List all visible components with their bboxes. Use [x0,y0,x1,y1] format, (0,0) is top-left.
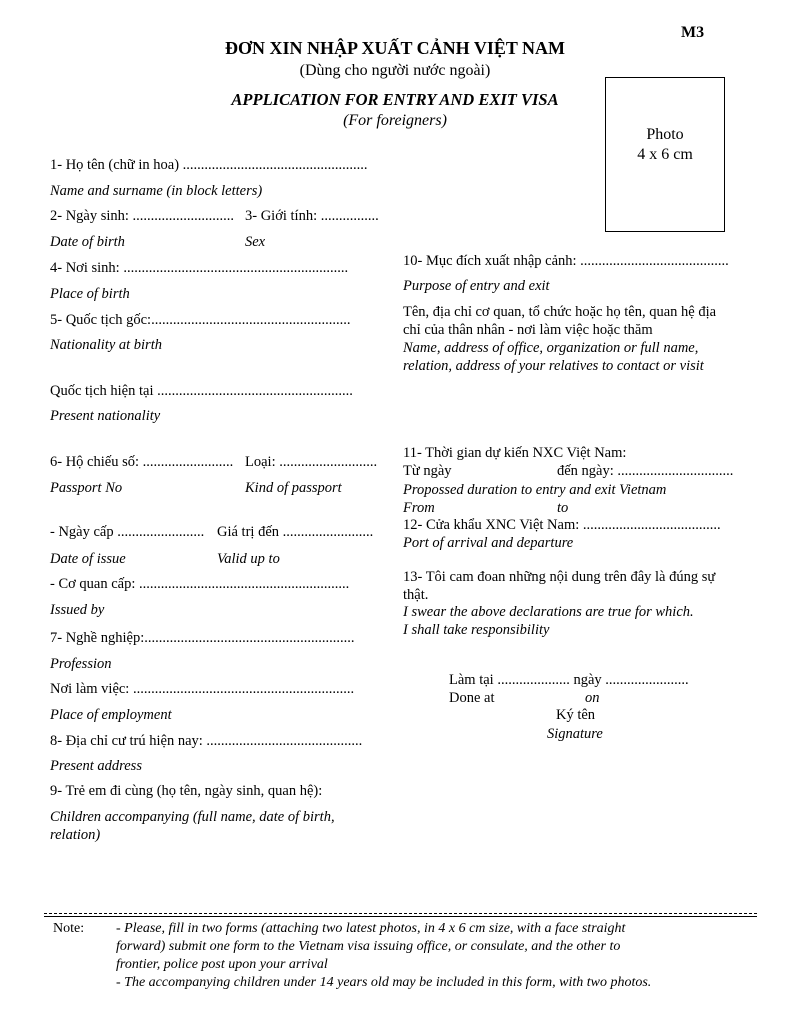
field-9-en-2: relation) [50,827,101,843]
field-13-vi-2: thật. [403,587,429,603]
field-6b-vi: Loại: ........................... [245,454,378,470]
field-6d-vi: Giá trị đến ......................... [217,524,374,540]
field-7-vi: 7- Nghề nghiệp:.......................................................... [50,630,355,646]
field-7b-en: Place of employment [50,707,172,723]
field-6e-en: Issued by [50,602,105,618]
field-6-vi: 6- Hộ chiếu số: ......................... [50,454,234,470]
field-6d-en: Valid up to [217,551,280,567]
field-11-to-en: to [557,500,569,516]
field-6-en: Passport No [50,480,123,496]
field-9-en-1: Children accompanying (full name, date of birth, [50,809,335,825]
field-10b-en-2: relation, address of your relatives to contact or visit [403,358,704,374]
photo-size: 4 x 6 cm [637,146,693,163]
field-13-vi-1: 13- Tôi cam đoan những nội dung trên đây là đúng sự [403,569,716,585]
field-6c-en: Date of issue [50,551,126,567]
place-date-vi: Làm tại .................... ngày ....................... [449,672,689,688]
title-en: APPLICATION FOR ENTRY AND EXIT VISA [231,90,559,109]
field-7b-vi: Nơi làm việc: ............................................................. [50,681,355,697]
field-11-vi: 11- Thời gian dự kiến NXC Việt Nam: [403,445,627,461]
field-7-en: Profession [50,656,112,672]
field-4-en: Place of birth [50,286,130,302]
signature-en: Signature [547,726,603,742]
field-10b-vi-2: chỉ của thân nhân - nơi làm việc hoặc thăm [403,322,653,338]
field-13-en-2: I shall take responsibility [403,622,550,638]
photo-label: Photo [646,126,684,143]
place-en: Done at [449,690,495,706]
field-8-en: Present address [50,758,142,774]
field-10-vi: 10- Mục đích xuất nhập cảnh: ......................................... [403,253,729,269]
field-9-vi: 9- Trẻ em đi cùng (họ tên, ngày sinh, quan hệ): [50,783,323,799]
note-line-3: frontier, police post upon your arrival [116,957,328,972]
field-2-en: Date of birth [50,234,125,250]
note-line-2: forward) submit one form to the Vietnam visa issuing office, or consulate, and the other to [116,939,621,954]
field-1-vi: 1- Họ tên (chữ in hoa) ................................................... [50,157,368,173]
field-12-vi: 12- Cửa khẩu XNC Việt Nam: ...................................... [403,517,721,533]
field-11-to-vi: đến ngày: ................................ [557,463,734,479]
field-11-en: Propossed duration to entry and exit Vietnam [403,482,667,498]
field-5b-vi: Quốc tịch hiện tại ...................................................... [50,383,353,399]
note-divider-dashed [44,913,757,914]
field-3-vi: 3- Giới tính: ................ [245,208,379,224]
field-5-en: Nationality at birth [50,337,162,353]
form-code: M3 [681,24,705,41]
field-5b-en: Present nationality [50,408,161,424]
field-11-from-vi: Từ ngày [403,463,452,479]
subtitle-vi: (Dùng cho người nước ngoài) [299,62,491,79]
note-divider [44,916,757,917]
note-line-1: - Please, fill in two forms (attaching two latest photos, in 4 x 6 cm size, with a face straight [116,921,626,936]
field-12-en: Port of arrival and departure [403,535,574,551]
field-4-vi: 4- Nơi sinh: .............................................................. [50,260,349,276]
field-8-vi: 8- Địa chỉ cư trú hiện nay: ........................................... [50,733,363,749]
field-13-en-1: I swear the above declarations are true for which. [403,604,694,620]
field-10b-en-1: Name, address of office, organization or full name, [403,340,699,356]
field-3-en: Sex [245,234,266,250]
title-vi: ĐƠN XIN NHẬP XUẤT CẢNH VIỆT NAM [224,38,566,58]
note-line-4: - The accompanying children under 14 years old may be included in this form, with two photos. [116,975,652,990]
field-2-vi: 2- Ngày sinh: ............................ [50,208,235,224]
field-1-en: Name and surname (in block letters) [50,183,263,199]
note-label: Note: [53,921,85,936]
field-6b-en: Kind of passport [245,480,342,496]
on-en: on [585,690,600,706]
field-11-from-en: From [403,500,435,516]
field-6c-vi: - Ngày cấp ........................ [50,524,205,540]
photo-box[interactable] [605,77,725,232]
field-10b-vi-1: Tên, địa chỉ cơ quan, tổ chức hoặc họ tên, quan hệ địa [403,304,717,320]
subtitle-en: (For foreigners) [343,112,447,129]
field-10-en: Purpose of entry and exit [403,278,550,294]
signature-vi: Ký tên [556,707,596,723]
field-5-vi: 5- Quốc tịch gốc:....................................................... [50,312,351,328]
field-6e-vi: - Cơ quan cấp: .......................................................... [50,576,350,592]
